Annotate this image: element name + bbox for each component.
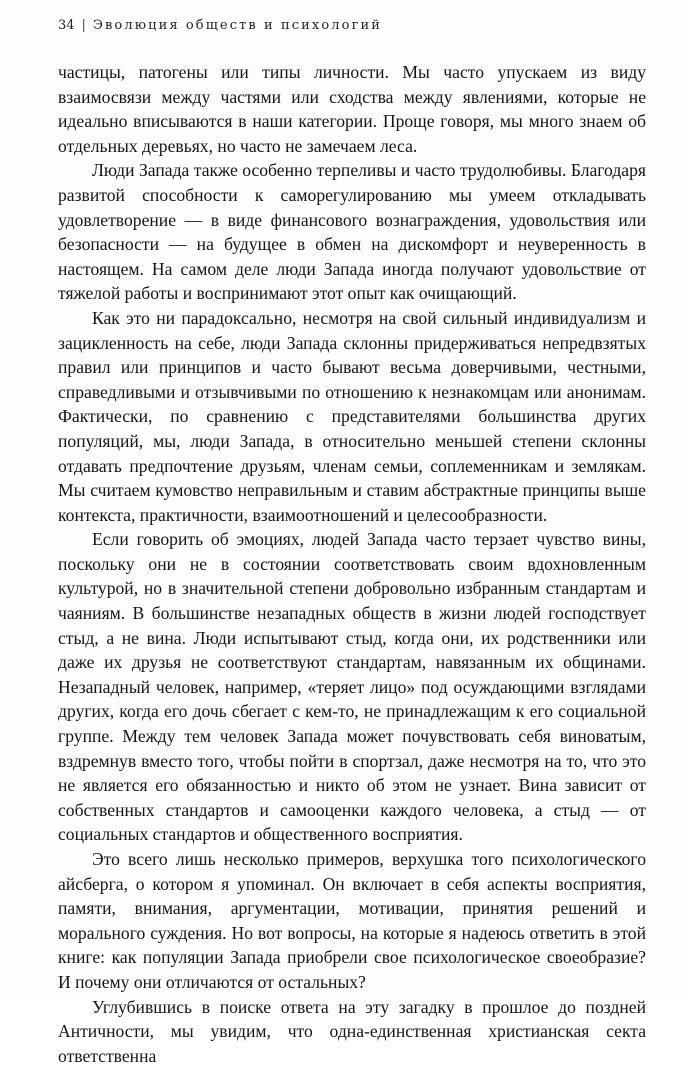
header-separator: | [81,17,86,33]
paragraph: Углубившись в поиске ответа на эту загадку в прошлое до поздней Античности, мы увидим, что одна-единственная христианская секта ответственна [58,996,646,1066]
page-number: 34 [58,17,75,33]
paragraph: Люди Запада также особенно терпеливы и часто трудолюбивы. Благодаря развитой способности к саморегулированию мы умеем откладывать удовлетворение — в виде финансового вознаграждения, удовольствия или безопасности — на будущее в обмен на дискомфорт и неуверенность в настоящем. На самом деле люди Запада иногда получают удовольствие от тяжелой работы и воспринимают этот опыт как очищающий. [58,160,646,304]
paragraph: Это всего лишь несколько примеров, верхушка того психологического айсберга, о котором я упоминал. Он включает в себя аспекты восприятия, памяти, внимания, аргументации, мотивации, принятия решений и морального суждения. Но вот вопросы, на которые я надеюсь ответить в этой книге: как популяции Запада приобрели свое психологическое своеобразие? И почему они отличаются от остальных? [58,849,646,992]
chapter-title: Эволюция обществ и психологий [92,17,383,33]
paragraph: Если говорить об эмоциях, людей Запада часто терзает чувство вины, поскольку они не в состоянии соответствовать своим вдохновленным культурой, но в значительной степени добровольно избранным стандартам и чаяниям. В большинстве незападных обществ в жизни людей господствует стыд, а не вина. Люди испытывают стыд, когда они, их родственники или даже их друзья не соответствуют стандартам, навязанным их общинами. Незападный человек, например, «теряет лицо» под осуждающими взглядами других, когда его дочь сбегает с кем-то, не принадлежащим к его социальной группе. Между тем человек Запада может почувствовать себя виноватым, вздремнув вместо того, чтобы пойти в спортзал, даже несмотря на то, что это не является его обязанностью и никто об этом не узнает. Вина зависит от собственных стандартов и самооценки каждого человека, а стыд — от социальных стандартов и общественного восприятия. [58,529,646,845]
paragraph: Как это ни парадоксально, несмотря на свой сильный индивидуализм и зацикленность на себе, люди Запада склонны придерживаться непредвзятых правил или принципов и часто бывают весьма доверчивыми, честными, справедливыми и отзывчивыми по отношению к незнакомцам или анонимам. Фактически, по сравнению с представителями большинства других популяций, мы, люди Запада, в относительно меньшей степени склонны отдавать предпочтение друзьям, членам семьи, соплеменникам и землякам. Мы считаем кумовство неправильным и ставим абстрактные принципы выше контекста, практичности, взаимоотношений и целесообразности. [58,307,646,525]
body-text [58,60,646,1068]
running-head [58,14,642,36]
paragraph-continued: частицы, патогены или типы личности. Мы часто упускаем из виду взаимосвязи между частями или сходства между явлениями, которые не идеально вписываются в наши категории. Проще говоря, мы много знаем об отдельных деревьях, но часто не замечаем леса. [58,62,646,156]
